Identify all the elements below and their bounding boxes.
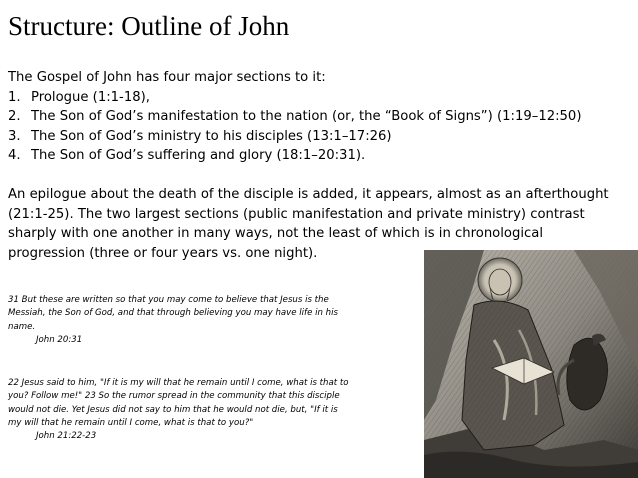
quote-line: 31 But these are written so that you may come to believe that Jesus is the <box>8 295 329 305</box>
section-text: The Son of God’s manifestation to the nation (or, the “Book of Signs”) (1:19–12:50) <box>31 109 582 125</box>
quote-line: would not die. Yet Jesus did not say to him that he would not die, but, "If it is <box>8 404 338 415</box>
quote-line: 22 Jesus said to him, "If it is my will that he remain until I come, what is that to <box>8 378 349 388</box>
scripture-quote-john-21-22 <box>8 377 353 443</box>
quote-line: name. <box>8 321 36 332</box>
slide-title: Structure: Outline of John <box>8 11 290 41</box>
section-text: The Son of God’s suffering and glory (18:1–20:31). <box>31 148 366 164</box>
section-number: 1. <box>8 89 21 105</box>
section-item-2 <box>8 107 633 127</box>
section-text: The Son of God’s ministry to his disciples (13:1–17:26) <box>31 128 392 144</box>
intro-text: The Gospel of John has four major sections to it: <box>8 70 326 85</box>
quote-reference: John 20:31 <box>36 334 83 345</box>
quote-reference: John 21:22-23 <box>36 431 97 442</box>
section-list <box>8 88 633 166</box>
john-engraving-image <box>424 250 638 478</box>
slide-body <box>8 68 633 263</box>
quote-line: my will that he remain until I come, what is that to you?" <box>8 417 254 428</box>
section-text: Prologue (1:1-18), <box>31 89 150 105</box>
section-number: 4. <box>8 148 21 164</box>
section-item-4 <box>8 146 633 166</box>
quote-line: Messiah, the Son of God, and that through believing you may have life in his <box>8 308 338 319</box>
section-item-1 <box>8 88 633 108</box>
epilogue-line: An epilogue about the death of the disciple is added, it appears, almost as an afterthought <box>8 186 609 202</box>
epilogue-line: progression (three or four years vs. one night). <box>8 245 318 261</box>
epilogue-line: (21:1-25). The two largest sections (public manifestation and private ministry) contrast <box>8 206 585 222</box>
quote-line: you? Follow me!" 23 So the rumor spread in the community that this disciple <box>8 391 340 402</box>
epilogue-line: sharply with one another in many ways, not the least of which is in chronological <box>8 226 544 242</box>
scripture-quote-john-20-31 <box>8 294 353 347</box>
section-number: 3. <box>8 128 21 144</box>
section-number: 2. <box>8 109 21 125</box>
section-item-3 <box>8 127 633 147</box>
